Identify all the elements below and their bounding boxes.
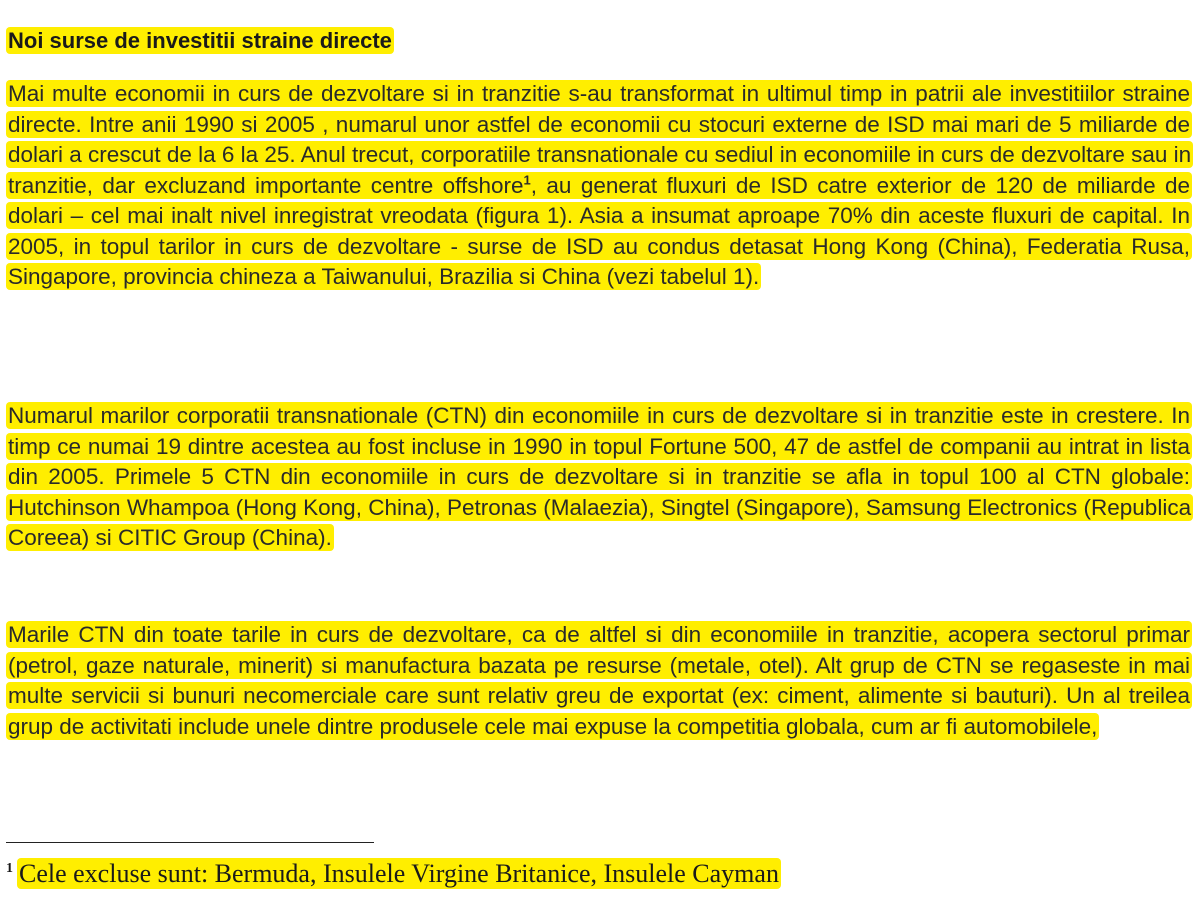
footnote (6, 856, 781, 892)
footnote-separator (6, 842, 374, 843)
paragraph-2 (6, 401, 1192, 554)
footnote-mark: 1 (6, 861, 13, 877)
paragraph-3-text: Marile CTN din toate tarile in curs de dezvoltare, ca de altfel si din economiile in tranzitie, acopera sectorul primar (petrol, gaze naturale, minerit) si manufactura bazata pe resurse (metale, otel). Alt grup de CTN se regaseste in mai multe servicii si bunuri necomerciale care sunt relativ greu de exportat (ex: ciment, alimente si bauturi). Un al treilea grup de activitati include unele dintre produsele cele mai expuse la competitia globala, cum ar fi automobilele, (8, 622, 1190, 739)
paragraph-1-text (6, 80, 1193, 290)
paragraph-2-text: Numarul marilor corporatii transnationale (CTN) din economiile in curs de dezvoltare si in tranzitie este in crestere. In timp ce numai 19 dintre acestea au fost incluse in 1990 in topul Fortune 500, 47 de astfel de companii au intrat in lista din 2005. Primele 5 CTN din economiile in curs de dezvoltare si in tranzitie se afla in topul 100 al CTN globale: Hutchinson Whampoa (Hong Kong, China), Petronas (Malaezia), Singtel (Singapore), Samsung Electronics (Republica Coreea) si CITIC Group (China). (8, 403, 1192, 550)
paragraph-3 (6, 620, 1192, 742)
section-heading (6, 26, 394, 56)
paragraph-1-part-a: Mai multe economii in curs de dezvoltare si in tranzitie s-au transformat in ultimul timp in patrii ale investitiilor straine directe. Intre anii 1990 si 2005 , numarul unor astfel de economii cu stocuri externe de ISD mai mari de 5 miliarde de dolari a crescut de la 6 la 25. Anul trecut, corporatiile transnationale cu sediul in economiile in curs de dezvoltare sau in tranzitie, dar excluzand importante centre offshore (8, 81, 1192, 198)
footnote-text: Cele excluse sunt: Bermuda, Insulele Virgine Britanice, Insulele Cayman (19, 859, 779, 888)
section-heading-text: Noi surse de investitii straine directe (8, 28, 392, 53)
paragraph-1 (6, 79, 1192, 293)
paragraph-1-part-b: , au generat fluxuri de ISD catre exterior de 120 de miliarde de dolari – cel mai inalt nivel inregistrat vreodata (figura 1). Asia a insumat aproape 70% din aceste fluxuri de capital. In 2005, in topul tarilor in curs de dezvoltare - surse de ISD au condus detasat Hong Kong (China), Federatia Rusa, Singapore, provincia chineza a Taiwanului, Brazilia si China (vezi tabelul 1). (8, 172, 1190, 289)
footnote-reference: 1 (523, 172, 531, 187)
